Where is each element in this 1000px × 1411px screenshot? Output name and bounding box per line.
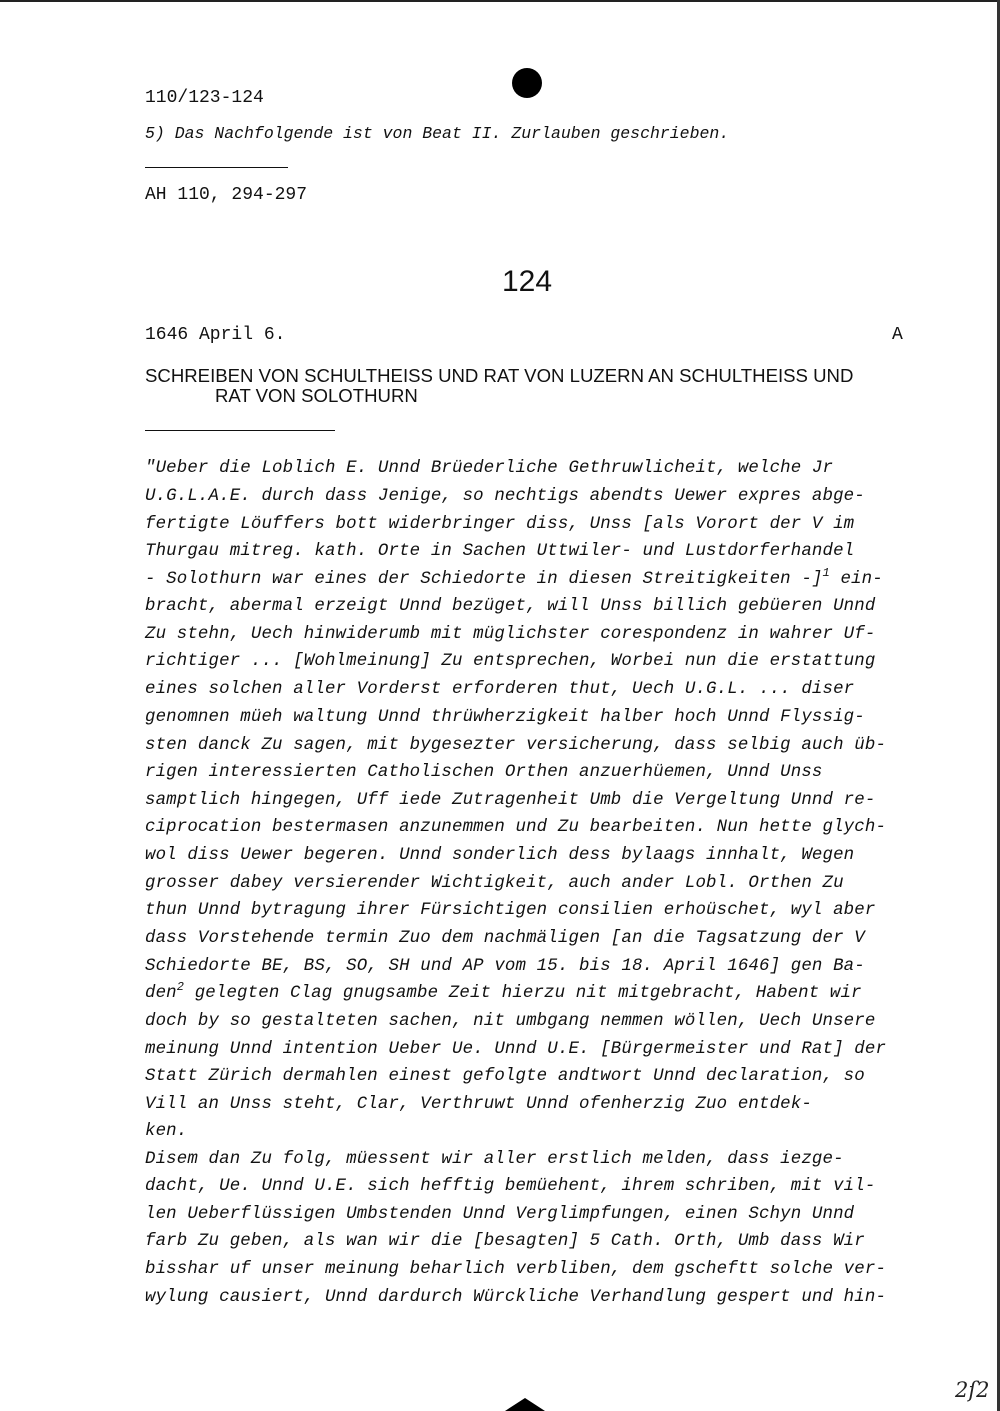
body-line: fertigte Löuffers bott widerbringer diss, Unss [als Vorort der V im (145, 515, 855, 534)
document-title-line-2: RAT VON SOLOTHURN (215, 385, 418, 406)
body-line: Zu stehn, Uech hinwiderumb mit müglichster corespondenz in wahrer Uf- (145, 625, 876, 644)
body-line: sten danck Zu sagen, mit bygesezter versicherung, dass selbig auch üb- (145, 736, 887, 755)
body-line: farb Zu geben, als wan wir die [besagten] 5 Cath. Orth, Umb dass Wir (145, 1232, 865, 1251)
body-line: wol diss Uewer begeren. Unnd sonderlich dess bylaags innhalt, Wegen (145, 846, 855, 865)
body-line: eines solchen aller Vorderst erforderen thut, Uech U.G.L. ... diser (145, 680, 855, 699)
body-line: len Ueberflüssigen Umbstenden Unnd Verglimpfungen, einen Schyn Unnd (145, 1205, 855, 1224)
body-line: Statt Zürich dermahlen einest gefolgte andtwort Unnd declaration, so (145, 1067, 865, 1086)
body-line: doch by so gestalteten sachen, nit umbgang nemmen wöllen, Uech Unsere (145, 1012, 876, 1031)
document-date: 1646 April 6. (145, 325, 286, 345)
body-line: - Solothurn war eines der Schiedorte in diesen Streitigkeiten -]$^1$ ein- (145, 566, 883, 589)
body-line: dacht, Ue. Unnd U.E. sich hefftig bemüehent, ihrem schriben, mit vil- (145, 1177, 876, 1196)
footnote-marker-2: 2 (176, 980, 185, 994)
body-line: rigen interessierten Catholischen Orthen anzuerhüemen, Unnd Unss (145, 763, 823, 782)
editor-footnote: 5) Das Nachfolgende ist von Beat II. Zurlauben geschrieben. (145, 124, 730, 143)
archive-reference: 110/123-124 (145, 88, 264, 108)
body-line: meinung Unnd intention Ueber Ue. Unnd U.E. [Bürgermeister und Rat] der (145, 1040, 887, 1059)
body-line: Vill an Unss steht, Clar, Verthruwt Unnd ofenherzig Zuo entdek- (145, 1095, 812, 1114)
body-line: richtiger ... [Wohlmeinung] Zu entsprechen, Worbei nun die erstattung (145, 652, 876, 671)
body-line: bracht, abermal erzeigt Unnd bezüget, will Unss billich gebüeren Unnd (145, 597, 876, 616)
document-title-line-1: SCHREIBEN VON SCHULTHEISS UND RAT VON LUZERN AN SCHULTHEISS UND (145, 365, 854, 386)
body-line: Thurgau mitreg. kath. Orte in Sachen Uttwiler- und Lustdorferhandel (145, 542, 855, 561)
handwritten-page-number: 2ſ2 (955, 1378, 990, 1402)
document-letter: A (892, 325, 903, 345)
separator-line-2 (145, 430, 335, 431)
body-line: ciprocation bestermasen anzunemmen und Zu bearbeiten. Nun hette glych- (145, 818, 887, 837)
body-line: samptlich hingegen, Uff iede Zutragenheit Umb die Vergeltung Unnd re- (145, 791, 876, 810)
body-line: Disem dan Zu folg, müessent wir aller erstlich melden, dass iezge- (145, 1150, 844, 1169)
source-reference: AH 110, 294-297 (145, 185, 308, 205)
body-line: U.G.L.A.E. durch dass Jenige, so nechtigs abendts Uewer expres abge- (145, 487, 865, 506)
body-line: genomnen müeh waltung Unnd thrüwherzigkeit halber hoch Unnd Flyssig- (145, 708, 865, 727)
separator-line-1 (145, 167, 288, 168)
body-line: grosser dabey versierender Wichtigkeit, auch ander Lobl. Orthen Zu (145, 874, 844, 893)
body-line: thun Unnd bytragung ihrer Fürsichtigen consilien erhoüschet, wyl aber (145, 901, 876, 920)
body-line: wylung causiert, Unnd dardurch Würckliche Verhandlung gespert und hin- (145, 1288, 887, 1307)
document-number: 124 (502, 265, 553, 298)
body-line: bisshar uf unser meinung beharlich verbliben, dem gscheftt solche ver- (145, 1260, 887, 1279)
body-line: dass Vorstehende termin Zuo dem nachmäligen [an die Tagsatzung der V (145, 929, 865, 948)
page-top-edge (0, 0, 1000, 2)
body-line: "Ueber die Loblich E. Unnd Brüederliche Gethruwlicheit, welche Jr (145, 459, 834, 478)
punch-hole-mark (512, 68, 542, 98)
body-line: Schiedorte BE, BS, SO, SH und AP vom 15. bis 18. April 1646] gen Ba- (145, 957, 865, 976)
body-line: ken. (145, 1122, 188, 1141)
body-line: den$^2$ gelegten Clag gnugsambe Zeit hierzu nit mitgebracht, Habent wir (145, 980, 862, 1003)
footnote-marker-1: 1 (822, 566, 830, 580)
bottom-punch-mark (505, 1398, 545, 1411)
